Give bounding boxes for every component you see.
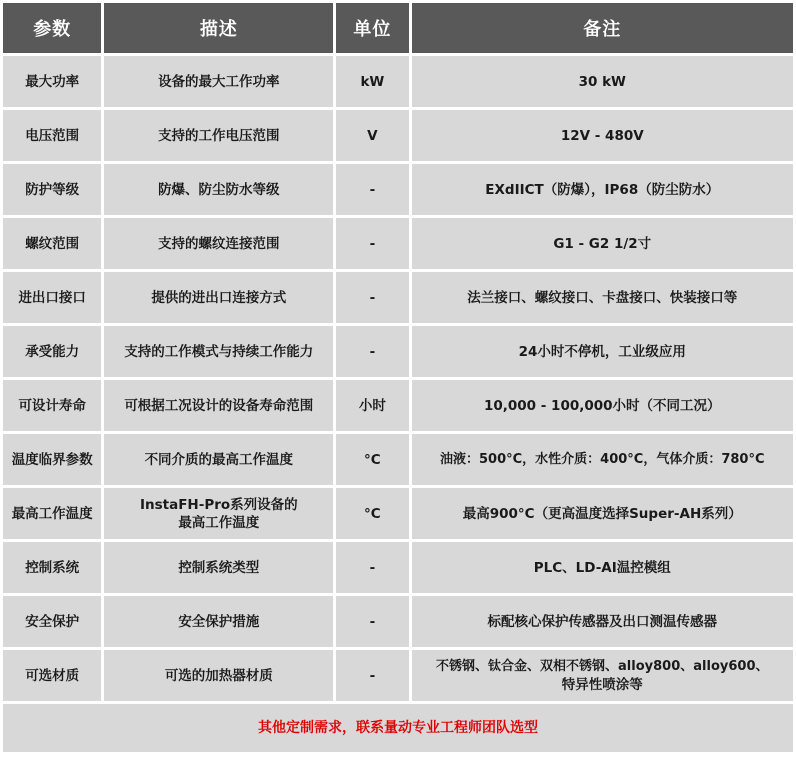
- cell-param: 进出口接口: [3, 272, 101, 323]
- table-row: [3, 434, 793, 485]
- cell-unit: -: [336, 596, 408, 647]
- cell-note: G1 - G2 1/2寸: [412, 218, 793, 269]
- cell-note: 24小时不停机，工业级应用: [412, 326, 793, 377]
- cell-desc-line2: 最高工作温度: [178, 514, 260, 531]
- cell-note-line2: 特异性喷涂等: [561, 676, 643, 693]
- table-row: [3, 110, 793, 161]
- cell-param: 可设计寿命: [3, 380, 101, 431]
- cell-param: 安全保护: [3, 596, 101, 647]
- cell-desc: 控制系统类型: [104, 542, 333, 593]
- header-row: [3, 3, 793, 53]
- cell-note: 油液：500°C，水性介质：400°C，气体介质：780°C: [412, 434, 793, 485]
- cell-note: 12V - 480V: [412, 110, 793, 161]
- table-row: [3, 596, 793, 647]
- cell-desc: 支持的螺纹连接范围: [104, 218, 333, 269]
- header-desc: 描述: [104, 3, 333, 53]
- cell-param: 防护等级: [3, 164, 101, 215]
- cell-desc: 防爆、防尘防水等级: [104, 164, 333, 215]
- cell-unit: -: [336, 164, 408, 215]
- header-note: 备注: [412, 3, 793, 53]
- cell-desc: 提供的进出口连接方式: [104, 272, 333, 323]
- cell-desc-line1: InstaFH-Pro系列设备的: [139, 496, 298, 513]
- cell-param: 螺纹范围: [3, 218, 101, 269]
- cell-param: 最大功率: [3, 56, 101, 107]
- cell-unit: V: [336, 110, 408, 161]
- cell-note: PLC、LD-AI温控模组: [412, 542, 793, 593]
- table-row: [3, 218, 793, 269]
- cell-note: 法兰接口、螺纹接口、卡盘接口、快装接口等: [412, 272, 793, 323]
- cell-param: 承受能力: [3, 326, 101, 377]
- cell-param: 最高工作温度: [3, 488, 101, 539]
- cell-note: [412, 650, 793, 701]
- cell-param: 可选材质: [3, 650, 101, 701]
- cell-desc: 不同介质的最高工作温度: [104, 434, 333, 485]
- cell-param: 控制系统: [3, 542, 101, 593]
- table-row: [3, 326, 793, 377]
- footer-row: [3, 704, 793, 752]
- cell-param: 温度临界参数: [3, 434, 101, 485]
- table-row: [3, 164, 793, 215]
- cell-note: 30 kW: [412, 56, 793, 107]
- header-unit: 单位: [336, 3, 408, 53]
- cell-note: 最高900°C（更高温度选择Super-AH系列）: [412, 488, 793, 539]
- cell-desc: 支持的工作电压范围: [104, 110, 333, 161]
- table-row: [3, 380, 793, 431]
- cell-unit: -: [336, 650, 408, 701]
- cell-desc: 可根据工况设计的设备寿命范围: [104, 380, 333, 431]
- cell-unit: -: [336, 272, 408, 323]
- table-row: [3, 56, 793, 107]
- cell-desc: 安全保护措施: [104, 596, 333, 647]
- cell-desc: 可选的加热器材质: [104, 650, 333, 701]
- cell-note: EXdIICT（防爆），IP68（防尘防水）: [412, 164, 793, 215]
- table-row: [3, 272, 793, 323]
- header-param: 参数: [3, 3, 101, 53]
- cell-note: 10,000 - 100,000小时（不同工况）: [412, 380, 793, 431]
- cell-desc: 支持的工作模式与持续工作能力: [104, 326, 333, 377]
- cell-unit: 小时: [336, 380, 408, 431]
- cell-unit: °C: [336, 488, 408, 539]
- cell-desc: 设备的最大工作功率: [104, 56, 333, 107]
- cell-unit: -: [336, 542, 408, 593]
- table-row: [3, 488, 793, 539]
- cell-note-line1: 不锈钢、钛合金、双相不锈钢、alloy800、alloy600、: [436, 658, 769, 674]
- footer-note: 其他定制需求，联系量动专业工程师团队选型: [3, 704, 793, 752]
- cell-unit: °C: [336, 434, 408, 485]
- cell-unit: -: [336, 326, 408, 377]
- table-row: [3, 542, 793, 593]
- cell-unit: kW: [336, 56, 408, 107]
- cell-desc: [104, 488, 333, 539]
- table-row: [3, 650, 793, 701]
- cell-param: 电压范围: [3, 110, 101, 161]
- cell-note: 标配核心保护传感器及出口测温传感器: [412, 596, 793, 647]
- cell-unit: -: [336, 218, 408, 269]
